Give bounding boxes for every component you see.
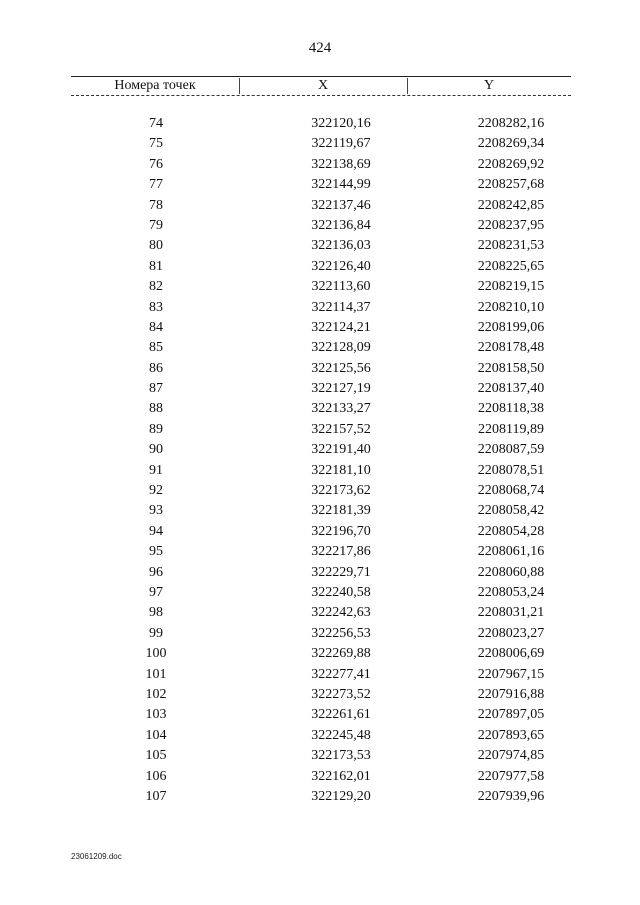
y-coordinate-cell: 2208210,10	[477, 299, 545, 315]
table-row	[71, 583, 571, 603]
page-number: 424	[308, 40, 332, 56]
header-point-numbers: Номера точек	[71, 78, 240, 94]
table-row	[71, 542, 571, 562]
x-coordinate-cell: 322137,46	[311, 197, 371, 213]
y-coordinate-cell: 2208061,16	[477, 544, 545, 560]
table-row	[71, 522, 571, 542]
x-coordinate-cell: 322128,09	[311, 340, 371, 356]
point-number-cell: 84	[149, 319, 163, 335]
table-row	[71, 767, 571, 787]
table-row	[71, 277, 571, 297]
point-number-cell: 97	[149, 584, 163, 600]
y-coordinate-cell: 2208058,42	[477, 503, 545, 519]
point-number-cell: 89	[149, 421, 163, 437]
y-coordinate-cell: 2208257,68	[477, 177, 545, 193]
table-row	[71, 440, 571, 460]
x-coordinate-cell: 322120,16	[311, 116, 371, 131]
point-number-cell: 100	[145, 646, 167, 662]
point-number-cell: 83	[149, 299, 163, 315]
point-number-cell: 91	[149, 462, 163, 478]
table-row	[71, 216, 571, 236]
x-coordinate-cell: 322126,40	[311, 258, 371, 274]
point-number-cell: 85	[149, 340, 163, 356]
y-coordinate-cell: 2208269,92	[477, 156, 545, 172]
y-coordinate-cell: 2208219,15	[477, 279, 545, 295]
x-coordinate-cell: 322242,63	[311, 605, 371, 621]
y-coordinate-cell: 2208053,24	[477, 584, 545, 600]
y-coordinate-cell: 2207893,65	[477, 727, 545, 743]
y-coordinate-cell: 2208023,27	[477, 625, 545, 641]
table-row	[71, 196, 571, 216]
table-row	[71, 420, 571, 440]
x-coordinate-cell: 322217,86	[311, 544, 371, 560]
point-number-cell: 104	[145, 727, 167, 743]
point-number-cell: 80	[149, 238, 163, 254]
y-coordinate-cell: 2208231,53	[477, 238, 545, 254]
point-number-cell: 74	[149, 116, 163, 131]
y-coordinate-cell: 2208282,16	[477, 116, 545, 131]
y-coordinate-cell: 2208060,88	[477, 564, 545, 580]
table-row	[71, 257, 571, 277]
table-row	[71, 134, 571, 154]
point-number-cell: 78	[149, 197, 163, 213]
y-coordinate-cell: 2208269,34	[477, 136, 545, 152]
table-row	[71, 746, 571, 766]
table-row	[71, 318, 571, 338]
x-coordinate-cell: 322136,84	[311, 217, 371, 233]
x-coordinate-cell: 322119,67	[311, 136, 371, 152]
x-coordinate-cell: 322162,01	[311, 768, 371, 784]
x-coordinate-cell: 322113,60	[311, 279, 371, 295]
y-coordinate-cell: 2208031,21	[477, 605, 545, 621]
y-coordinate-cell: 2207939,96	[477, 788, 545, 804]
y-coordinate-cell: 2208137,40	[477, 381, 545, 397]
point-number-cell: 82	[149, 279, 163, 295]
x-coordinate-cell: 322229,71	[311, 564, 371, 580]
point-number-cell: 105	[145, 748, 167, 764]
point-number-cell: 86	[149, 360, 163, 376]
y-coordinate-cell: 2208242,85	[477, 197, 545, 213]
y-coordinate-cell: 2207974,85	[477, 748, 545, 764]
table-row	[71, 399, 571, 419]
x-coordinate-cell: 322191,40	[311, 442, 371, 458]
y-coordinate-cell: 2208006,69	[477, 646, 545, 662]
x-coordinate-cell: 322129,20	[311, 788, 371, 804]
table-row	[71, 501, 571, 521]
point-number-cell: 90	[149, 442, 163, 458]
table-row	[71, 624, 571, 644]
x-coordinate-cell: 322133,27	[311, 401, 371, 417]
y-coordinate-cell: 2208199,06	[477, 319, 545, 335]
table-row	[71, 603, 571, 623]
table-row	[71, 338, 571, 358]
y-coordinate-cell: 2208054,28	[477, 523, 545, 539]
point-number-cell: 76	[149, 156, 163, 172]
table-row	[71, 787, 571, 807]
x-coordinate-cell: 322125,56	[311, 360, 371, 376]
table-row	[71, 481, 571, 501]
x-coordinate-cell: 322127,19	[311, 381, 371, 397]
point-number-cell: 107	[145, 788, 167, 804]
x-coordinate-cell: 322114,37	[311, 299, 371, 315]
y-coordinate-cell: 2208118,38	[478, 401, 544, 417]
header-x: X	[239, 78, 408, 94]
x-coordinate-cell: 322124,21	[311, 319, 371, 335]
table-row	[71, 379, 571, 399]
point-number-cell: 79	[149, 217, 163, 233]
x-coordinate-cell: 322173,62	[311, 483, 371, 499]
table-row	[71, 705, 571, 725]
y-coordinate-cell: 2207897,05	[477, 707, 545, 723]
point-number-cell: 81	[149, 258, 163, 274]
point-number-cell: 96	[149, 564, 163, 580]
point-number-cell: 98	[149, 605, 163, 621]
x-coordinate-cell: 322277,41	[311, 666, 371, 682]
x-coordinate-cell: 322261,61	[311, 707, 371, 723]
table-row	[71, 114, 571, 134]
point-number-cell: 87	[149, 381, 163, 397]
x-coordinate-cell: 322144,99	[311, 177, 371, 193]
point-number-cell: 99	[149, 625, 163, 641]
point-number-cell: 75	[149, 136, 163, 152]
x-coordinate-cell: 322269,88	[311, 646, 371, 662]
x-coordinate-cell: 322173,53	[311, 748, 371, 764]
x-coordinate-cell: 322196,70	[311, 523, 371, 539]
point-number-cell: 88	[149, 401, 163, 417]
table-row	[71, 726, 571, 746]
table-row	[71, 665, 571, 685]
table-row	[71, 298, 571, 318]
point-number-cell: 103	[145, 707, 167, 723]
document-footer: 23061209.doc	[71, 852, 122, 861]
point-number-cell: 94	[149, 523, 163, 539]
table-row	[71, 175, 571, 195]
x-coordinate-cell: 322138,69	[311, 156, 371, 172]
y-coordinate-cell: 2208068,74	[477, 483, 545, 499]
point-number-cell: 106	[145, 768, 167, 784]
y-coordinate-cell: 2208237,95	[477, 217, 545, 233]
y-coordinate-cell: 2208178,48	[477, 340, 545, 356]
point-number-cell: 102	[145, 686, 167, 702]
table-row	[71, 685, 571, 705]
y-coordinate-cell: 2208078,51	[477, 462, 545, 478]
table-header	[71, 76, 571, 96]
y-coordinate-cell: 2207916,88	[477, 686, 545, 702]
table-row	[71, 359, 571, 379]
x-coordinate-cell: 322181,39	[311, 503, 371, 519]
table-row	[71, 563, 571, 583]
x-coordinate-cell: 322245,48	[311, 727, 371, 743]
table-row	[71, 155, 571, 175]
x-coordinate-cell: 322240,58	[311, 584, 371, 600]
y-coordinate-cell: 2208158,50	[477, 360, 545, 376]
x-coordinate-cell: 322157,52	[311, 421, 371, 437]
point-number-cell: 92	[149, 483, 163, 499]
point-number-cell: 77	[149, 177, 163, 193]
table-body	[71, 114, 571, 807]
point-number-cell: 101	[145, 666, 167, 682]
point-number-cell: 95	[149, 544, 163, 560]
x-coordinate-cell: 322136,03	[311, 238, 371, 254]
y-coordinate-cell: 2208119,89	[478, 421, 544, 437]
table-row	[71, 644, 571, 664]
y-coordinate-cell: 2208087,59	[477, 442, 545, 458]
x-coordinate-cell: 322273,52	[311, 686, 371, 702]
x-coordinate-cell: 322256,53	[311, 625, 371, 641]
y-coordinate-cell: 2207967,15	[477, 666, 545, 682]
x-coordinate-cell: 322181,10	[311, 462, 371, 478]
header-y: Y	[483, 78, 495, 93]
y-coordinate-cell: 2207977,58	[477, 768, 545, 784]
table-row	[71, 461, 571, 481]
y-coordinate-cell: 2208225,65	[477, 258, 545, 274]
point-number-cell: 93	[149, 503, 163, 519]
table-row	[71, 236, 571, 256]
